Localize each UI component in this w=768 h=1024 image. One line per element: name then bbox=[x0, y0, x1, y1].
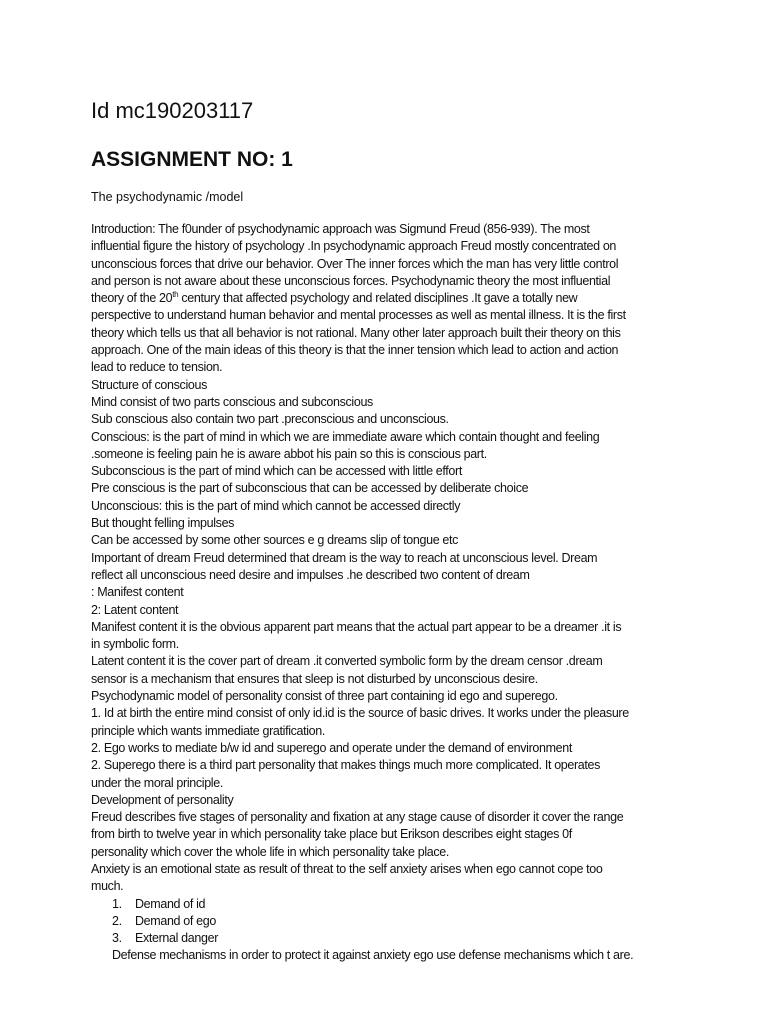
list-item bbox=[91, 896, 691, 913]
intro-line: lead to reduce to tension. bbox=[91, 360, 223, 375]
intro-line: approach. One of the main ideas of this theory is that the inner tension which lead to action and action bbox=[91, 343, 619, 358]
text-line: Sub conscious also contain two part .preconscious and unconscious. bbox=[91, 412, 449, 427]
intro-line: influential figure the history of psychology .In psychodynamic approach Freud mostly concentrated on bbox=[91, 239, 617, 254]
intro-line bbox=[91, 290, 691, 307]
text-line: Manifest content it is the obvious apparent part means that the actual part appear to be a dreamer .it is bbox=[91, 619, 622, 634]
text-line: principle which wants immediate gratification. bbox=[91, 723, 326, 738]
text-line: Pre conscious is the part of subconscious that can be accessed by deliberate choice bbox=[91, 481, 529, 496]
text-line: Important of dream Freud determined that dream is the way to reach at unconscious level. Dream bbox=[91, 550, 598, 565]
final-line: Defense mechanisms in order to protect it against anxiety ego use defense mechanisms which t are. bbox=[112, 948, 634, 963]
text-line: Can be accessed by some other sources e g dreams slip of tongue etc bbox=[91, 533, 459, 548]
intro-text: theory of the 20 bbox=[91, 291, 173, 306]
list-number: 2. bbox=[112, 913, 122, 928]
document-body bbox=[91, 221, 691, 965]
list-item bbox=[91, 930, 691, 947]
text-line: Structure of conscious bbox=[91, 377, 207, 392]
text-line: Freud describes five stages of personality and fixation at any stage cause of disorder it cover the range bbox=[91, 810, 624, 825]
text-line: Anxiety is an emotional state as result of threat to the self anxiety arises when ego cannot cope too bbox=[91, 861, 603, 876]
text-line: Subconscious is the part of mind which can be accessed with little effort bbox=[91, 464, 462, 479]
text-line: reflect all unconscious need desire and impulses .he described two content of dream bbox=[91, 567, 530, 582]
ordinal-superscript: th bbox=[172, 290, 179, 300]
text-line: Psychodynamic model of personality consist of three part containing id ego and superego. bbox=[91, 689, 558, 704]
text-line: Conscious: is the part of mind in which we are immediate aware which contain thought and feeling bbox=[91, 429, 600, 444]
text-line: under the moral principle. bbox=[91, 775, 223, 790]
model-title: The psychodynamic /model bbox=[91, 190, 244, 204]
text-line: Development of personality bbox=[91, 792, 234, 807]
intro-line: theory which tells us that all behavior is not rational. Many other later approach built their theory on this bbox=[91, 325, 621, 340]
list-number: 3. bbox=[112, 931, 122, 946]
list-text: Demand of ego bbox=[135, 913, 216, 928]
assignment-heading: ASSIGNMENT NO: 1 bbox=[91, 148, 293, 171]
text-line: from birth to twelve year in which personality take place but Erikson describes eight stages 0f bbox=[91, 827, 572, 842]
text-line: much. bbox=[91, 879, 124, 894]
text-line: in symbolic form. bbox=[91, 637, 179, 652]
student-id: Id mc190203117 bbox=[91, 98, 254, 123]
list-item bbox=[91, 913, 691, 930]
text-line: 2. Superego there is a third part personality that makes things much more complicated. It operates bbox=[91, 758, 601, 773]
list-text: Demand of id bbox=[135, 896, 206, 911]
intro-line: and person is not aware about these unconscious forces. Psychodynamic theory the most influential bbox=[91, 273, 611, 288]
list-number: 1. bbox=[112, 896, 122, 911]
text-line: But thought felling impulses bbox=[91, 516, 235, 531]
intro-text: century that affected psychology and related disciplines .It gave a totally new bbox=[178, 291, 578, 306]
text-line: sensor is a mechanism that ensures that sleep is not disturbed by unconscious desire. bbox=[91, 671, 538, 686]
list-text: External danger bbox=[135, 931, 219, 946]
text-line: .someone is feeling pain he is aware abbot his pain so this is conscious part. bbox=[91, 446, 487, 461]
text-line: 2. Ego works to mediate b/w id and superego and operate under the demand of environment bbox=[91, 740, 572, 755]
intro-line: unconscious forces that drive our behavior. Over The inner forces which the man has very little control bbox=[91, 256, 619, 271]
intro-line: perspective to understand human behavior and mental processes as well as mental illness. It is the first bbox=[91, 308, 626, 323]
text-line: personality which cover the whole life in which personality take place. bbox=[91, 844, 449, 859]
intro-line: Introduction: The f0under of psychodynamic approach was Sigmund Freud (856-939). The most bbox=[91, 222, 590, 236]
text-line: Unconscious: this is the part of mind which cannot be accessed directly bbox=[91, 498, 461, 513]
text-line: Mind consist of two parts conscious and subconscious bbox=[91, 394, 373, 409]
text-line: Latent content it is the cover part of dream .it converted symbolic form by the dream censor .dream bbox=[91, 654, 603, 669]
text-line: 2: Latent content bbox=[91, 602, 179, 617]
text-line: : Manifest content bbox=[91, 585, 184, 600]
text-line: 1. Id at birth the entire mind consist of only id.id is the source of basic drives. It works under the pleasure bbox=[91, 706, 629, 721]
